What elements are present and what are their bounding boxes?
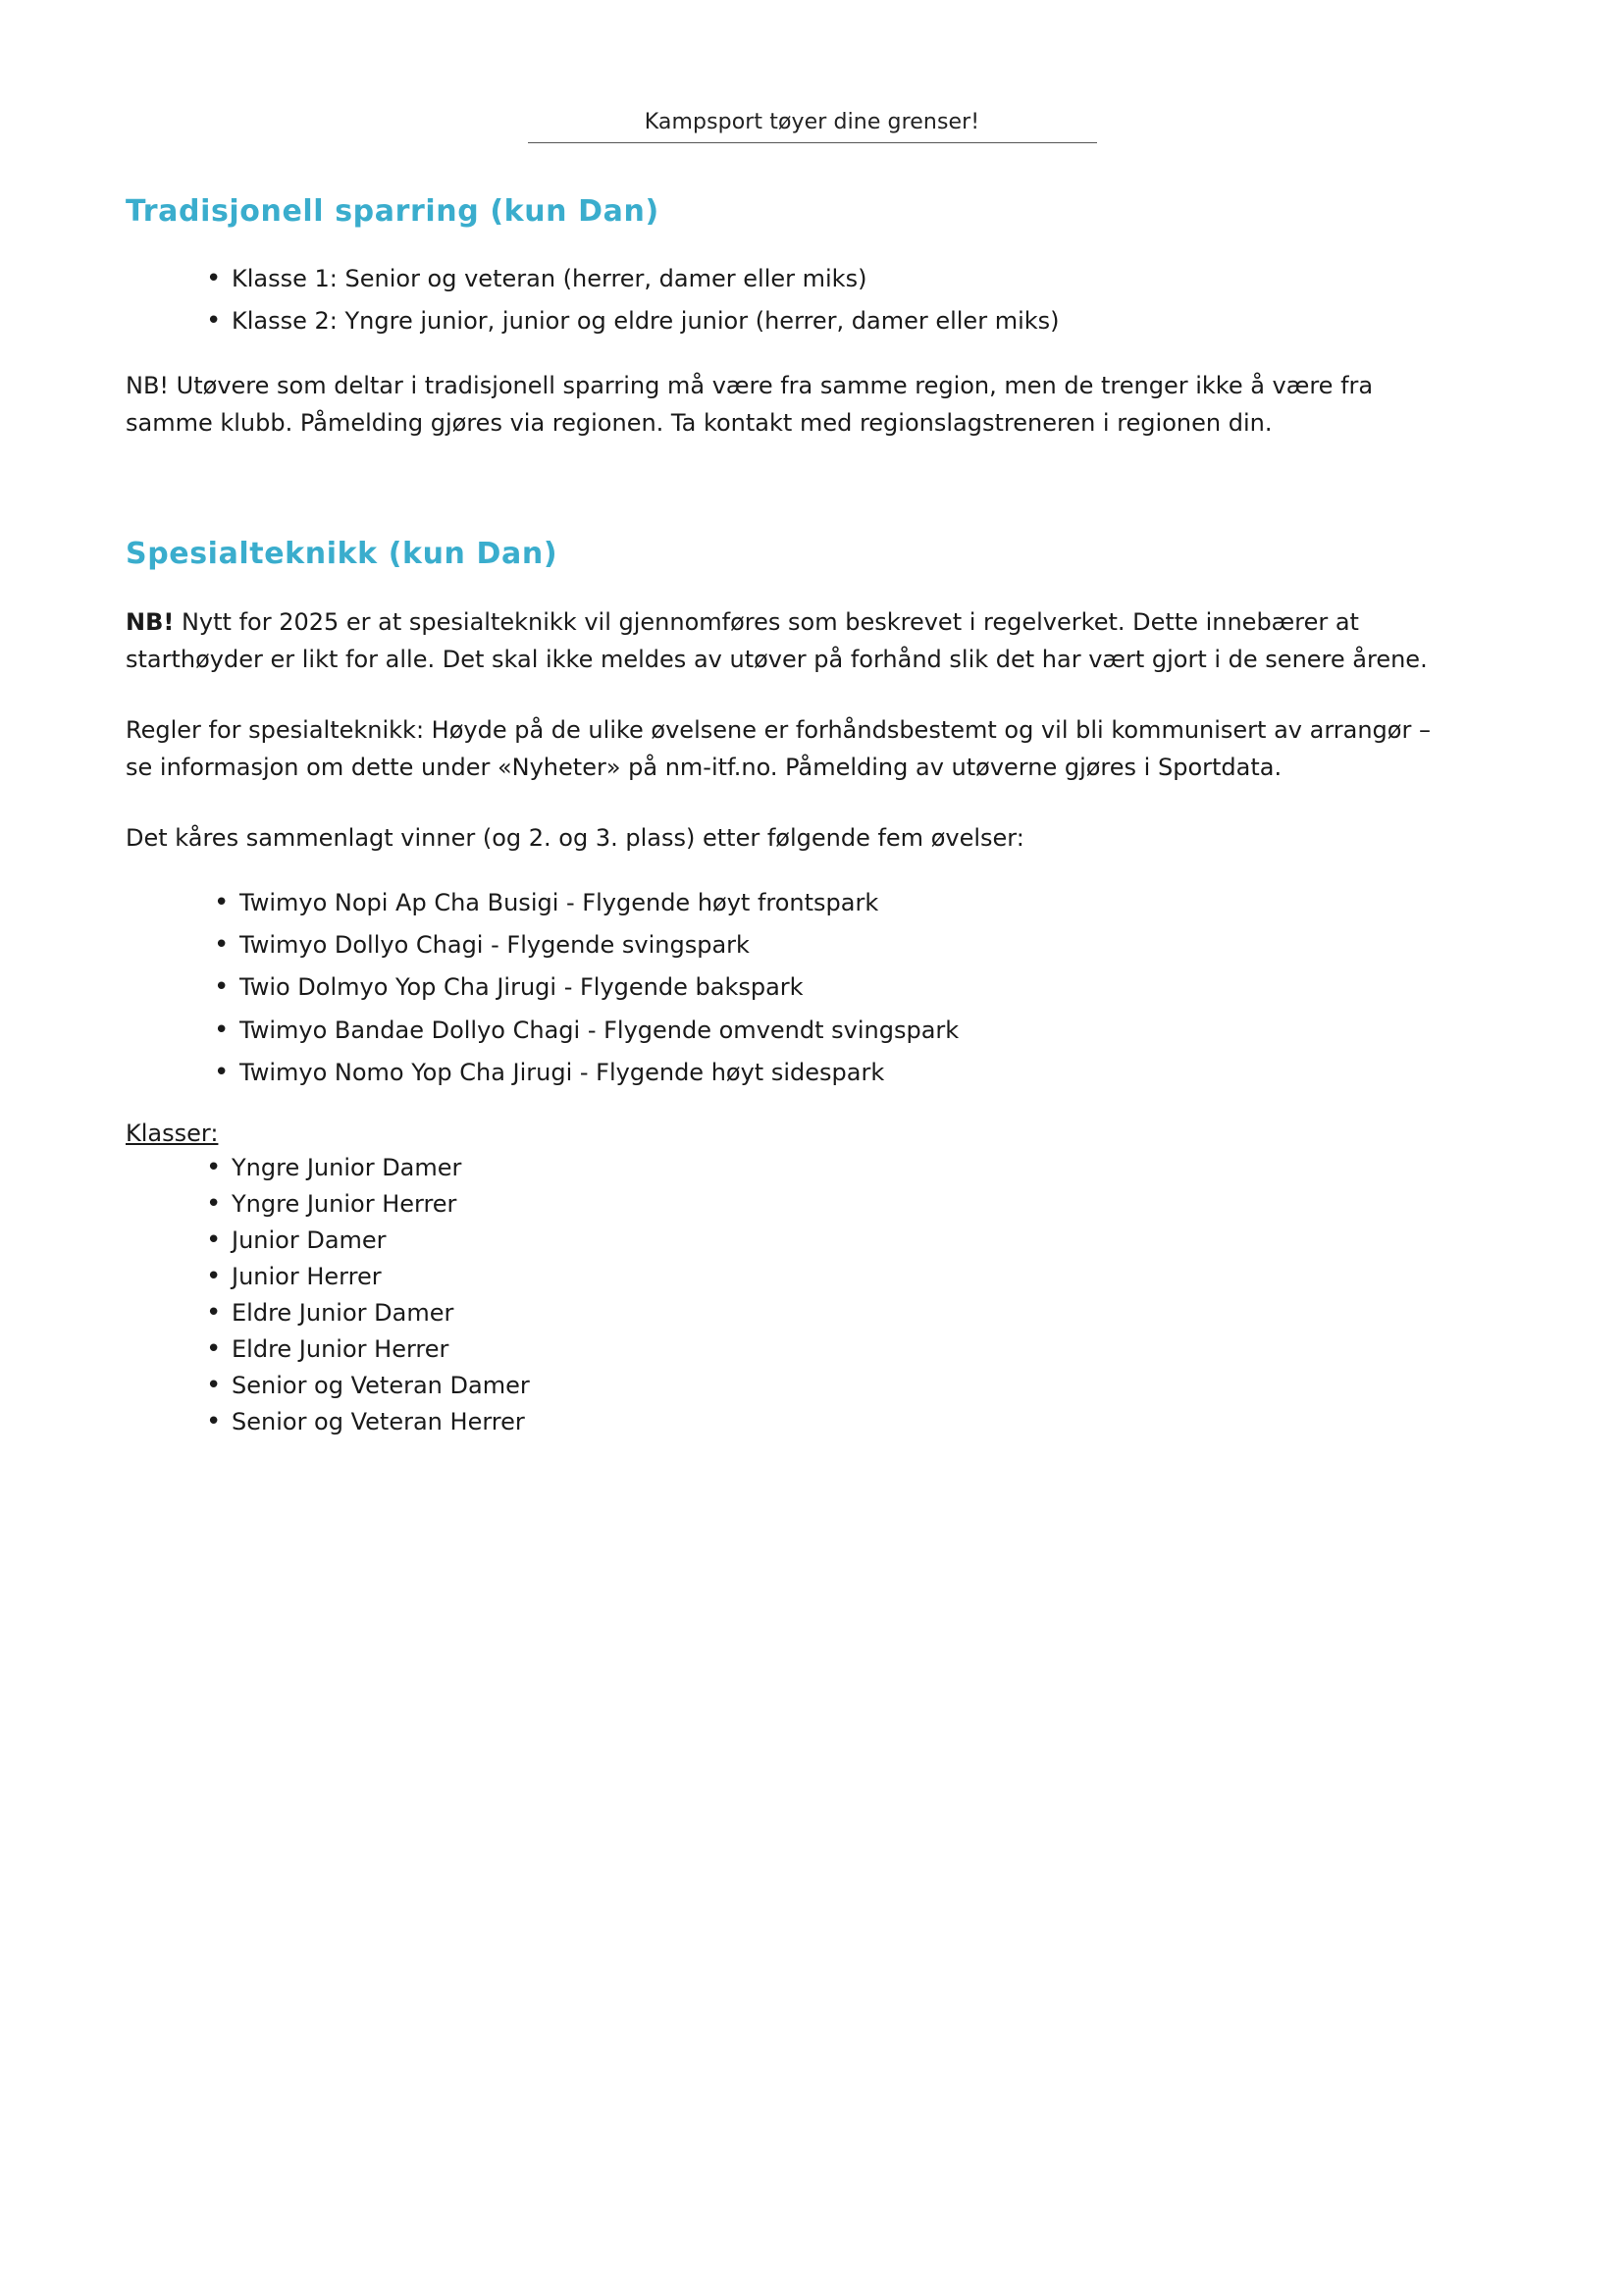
- klasser-label: Klasser:: [126, 1119, 219, 1147]
- list-item: • Twimyo Nomo Yop Cha Jirugi - Flygende høyt sidespark: [212, 1056, 1498, 1090]
- tradisjonell-sparring-classes-list: [126, 262, 1498, 339]
- list-item: • Twimyo Bandae Dollyo Chagi - Flygende omvendt svingspark: [212, 1014, 1498, 1048]
- list-item: • Junior Damer: [204, 1226, 1498, 1255]
- list-item: • Twio Dolmyo Yop Cha Jirugi - Flygende bakspark: [212, 970, 1498, 1005]
- section-title-spesialteknikk: Spesialteknikk (kun Dan): [126, 536, 558, 571]
- list-item: • Klasse 2: Yngre junior, junior og eldre junior (herrer, damer eller miks): [204, 304, 1498, 339]
- list-item: • Eldre Junior Herrer: [204, 1334, 1498, 1364]
- spesialteknikk-rules-paragraph: Regler for spesialteknikk: Høyde på de ulike øvelsene er forhåndsbestemt og vil bli kommunisert av arrangør – se informasjon om dette under «Nyheter» på nm-itf.no. Påmelding av utøverne gjøres i Sportdata.: [126, 715, 1431, 781]
- page-header: [0, 0, 1624, 143]
- spesialteknikk-winner-paragraph: Det kåres sammenlagt vinner (og 2. og 3. plass) etter følgende fem øvelser:: [126, 823, 1024, 852]
- nb-label: NB!: [126, 607, 175, 636]
- spesialteknikk-exercises-list: [126, 886, 1498, 1089]
- section-title-tradisjonell-sparring: Tradisjonell sparring (kun Dan): [126, 194, 659, 229]
- header-slogan: Kampsport tøyer dine grenser!: [644, 110, 980, 134]
- list-item: • Senior og Veteran Herrer: [204, 1407, 1498, 1436]
- page-header-inner: [528, 110, 1097, 143]
- document-content: [0, 194, 1624, 1436]
- list-item: • Senior og Veteran Damer: [204, 1371, 1498, 1400]
- list-item: • Junior Herrer: [204, 1262, 1498, 1291]
- tradisjonell-sparring-note: NB! Utøvere som deltar i tradisjonell sparring må være fra samme region, men de trenger ikke å være fra samme klubb. Påmelding gjøres via regionen. Ta kontakt med regionslagstreneren i regionen din.: [126, 372, 1374, 437]
- list-item: • Twimyo Nopi Ap Cha Busigi - Flygende høyt frontspark: [212, 886, 1498, 920]
- nb-text: Nytt for 2025 er at spesialteknikk vil gjennomføres som beskrevet i regelverket. Dette innebærer at starthøyder er likt for alle. Det skal ikke meldes av utøver på forhånd slik det har vært gjort i de senere årene.: [126, 607, 1428, 673]
- spesialteknikk-nb-paragraph: [126, 604, 1441, 679]
- spesialteknikk-klasser-list: [126, 1153, 1498, 1436]
- list-item: • Twimyo Dollyo Chagi - Flygende svingspark: [212, 928, 1498, 963]
- list-item: • Eldre Junior Damer: [204, 1298, 1498, 1328]
- list-item: • Yngre Junior Damer: [204, 1153, 1498, 1182]
- list-item: • Klasse 1: Senior og veteran (herrer, damer eller miks): [204, 262, 1498, 296]
- list-item: • Yngre Junior Herrer: [204, 1189, 1498, 1219]
